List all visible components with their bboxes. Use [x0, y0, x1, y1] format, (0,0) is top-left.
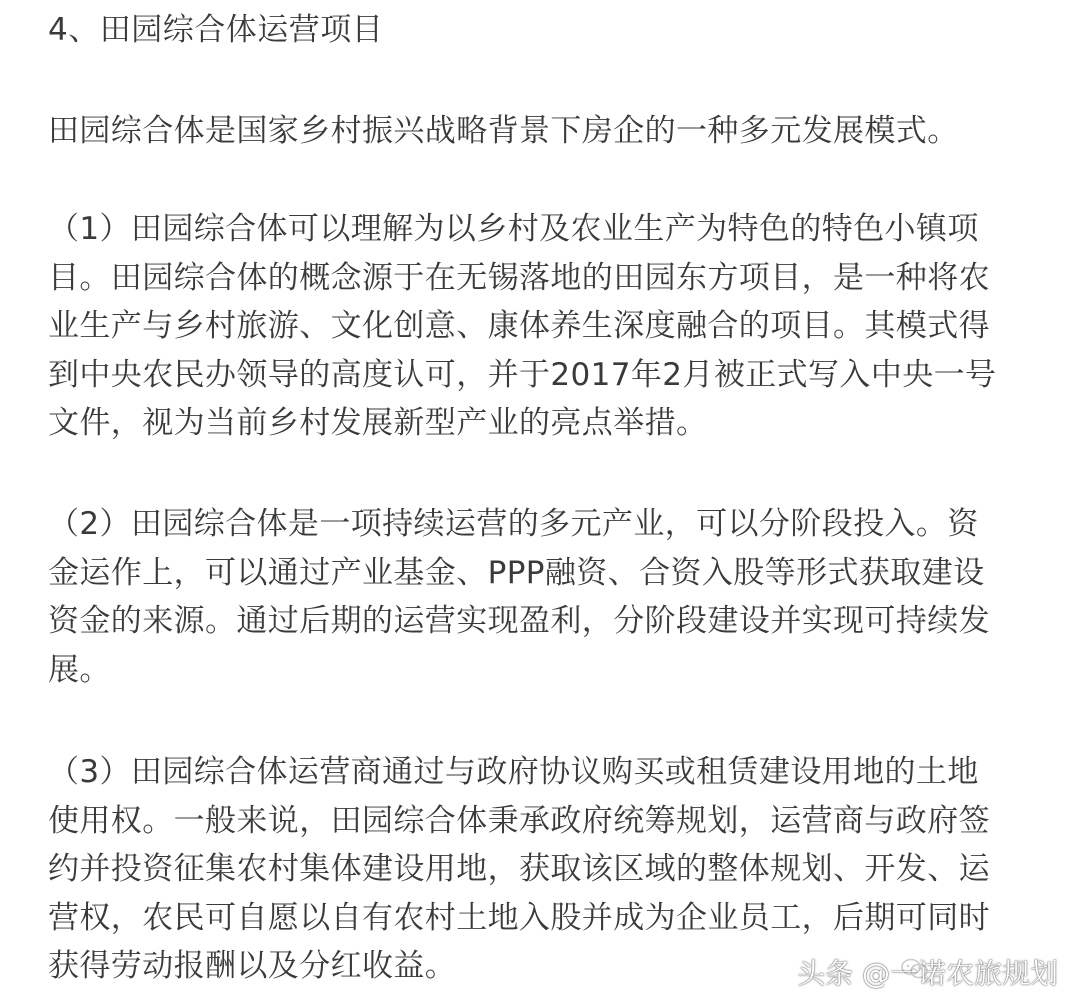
paragraph-line: （3）田园综合体运营商通过与政府协议购买或租赁建设用地的土地	[48, 754, 979, 790]
paragraph-line: 目。田园综合体的概念源于在无锡落地的田园东方项目，是一种将农	[48, 259, 990, 296]
paragraph-line: 获得劳动报酬以及分红收益。	[48, 948, 457, 985]
paragraph-line: 约并投资征集农村集体建设用地，获取该区域的整体规划、开发、运	[48, 851, 990, 888]
paragraph-line: （2）田园综合体是一项持续运营的多元产业，可以分阶段投入。资	[48, 506, 979, 542]
paragraph-point-2	[48, 500, 1038, 694]
paragraph-intro	[48, 107, 1038, 156]
paragraph-line: （1）田园综合体可以理解为以乡村及农业生产为特色的特色小镇项	[48, 211, 979, 247]
paragraph-line: 文件，视为当前乡村发展新型产业的亮点举措。	[48, 405, 708, 442]
source-watermark: 头条 @一诺农旅规划	[797, 957, 1058, 990]
paragraph-point-1	[48, 205, 1038, 448]
section-heading: 4、田园综合体运营项目	[48, 12, 384, 48]
paragraph-line: 到中央农民办领导的高度认可，并于2017年2月被正式写入中央一号	[48, 356, 997, 393]
paragraph-line: 业生产与乡村旅游、文化创意、康体养生深度融合的项目。其模式得	[48, 308, 990, 345]
paragraph-line: 资金的来源。通过后期的运营实现盈利，分阶段建设并实现可持续发	[48, 603, 990, 640]
paragraph-point-3	[48, 748, 1038, 991]
paragraph-line: 展。	[48, 651, 111, 688]
paragraph-line: 田园综合体是国家乡村振兴战略背景下房企的一种多元发展模式。	[48, 113, 959, 149]
paragraph-line: 营权，农民可自愿以自有农村土地入股并成为企业员工，后期可同时	[48, 899, 990, 936]
paragraph-line: 使用权。一般来说，田园综合体秉承政府统筹规划，运营商与政府签	[48, 802, 990, 839]
paragraph-line: 金运作上，可以通过产业基金、PPP融资、合资入股等形式获取建设	[48, 554, 985, 591]
